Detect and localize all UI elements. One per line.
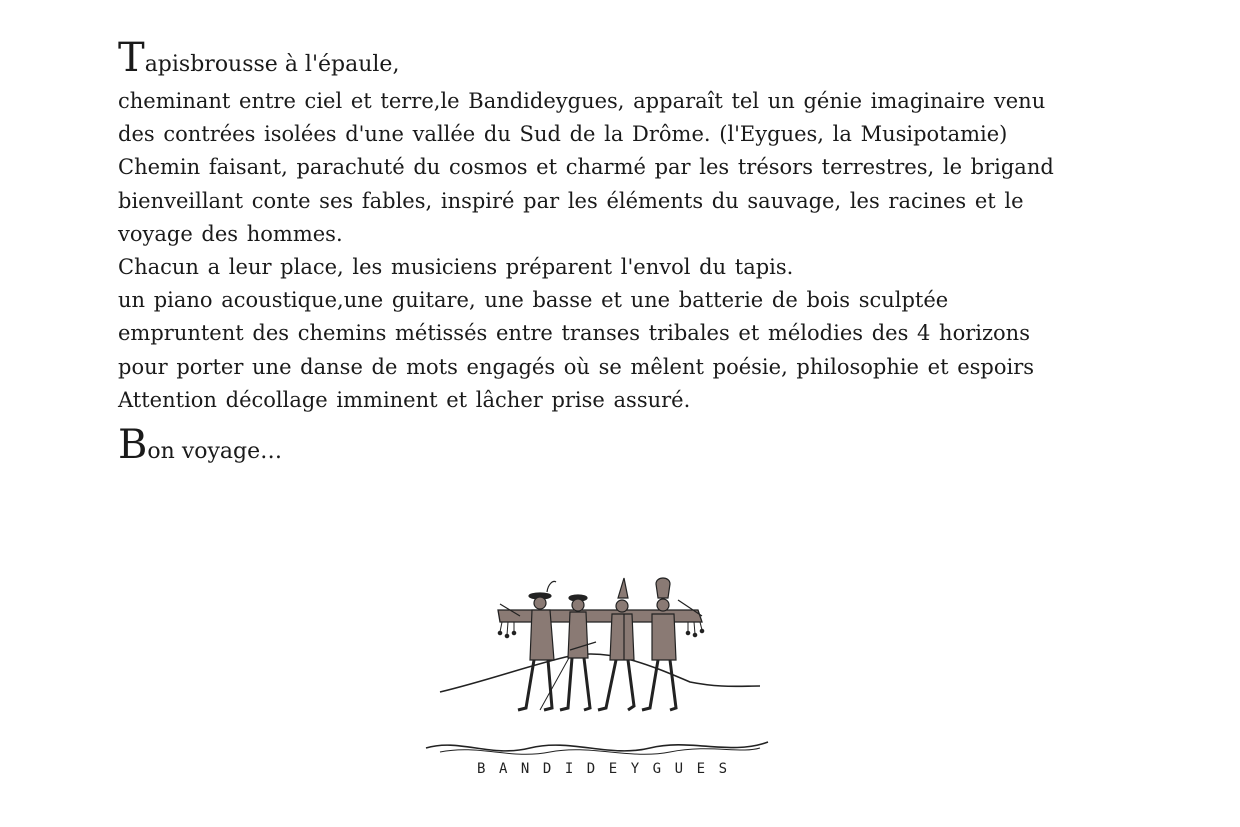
opening-dropcap: T [118, 35, 145, 81]
closing-dropcap: B [118, 422, 148, 469]
band-logo-illustration [420, 570, 780, 790]
closing-line [118, 422, 1118, 472]
opening-line [118, 35, 1118, 85]
paragraph-line: cheminant entre ciel et terre,le Bandideygues, apparaît tel un génie imaginaire venu [118, 89, 1046, 113]
band-logo [420, 570, 780, 790]
paragraph-line: Attention décollage imminent et lâcher prise assuré. [118, 387, 691, 412]
paragraph-line: bienveillant conte ses fables, inspiré par les éléments du sauvage, les racines et le [118, 188, 1024, 213]
paragraph-line: des contrées isolées d'une vallée du Sud de la Drôme. (l'Eygues, la Musipotamie) [118, 122, 1008, 147]
paragraph-line: empruntent des chemins métissés entre transes tribales et mélodies des 4 horizons [118, 321, 1030, 346]
paragraph-line: pour porter une danse de mots engagés où se mêlent poésie, philosophie et espoirs [118, 354, 1035, 379]
paragraph-line: Chemin faisant, parachuté du cosmos et charmé par les trésors terrestres, le brigand [118, 155, 1054, 180]
closing-text: on voyage… [147, 439, 283, 465]
band-wordmark: BANDIDEYGUES [477, 761, 727, 777]
paragraph-line: un piano acoustique,une guitare, une basse et une batterie de bois sculptée [118, 288, 949, 313]
opening-text: apisbrousse à l'épaule, [144, 52, 400, 77]
document-body [118, 35, 1118, 472]
paragraph-line: Chacun a leur place, les musiciens préparent l'envol du tapis. [118, 255, 794, 280]
paragraph-line: voyage des hommes. [118, 221, 343, 246]
